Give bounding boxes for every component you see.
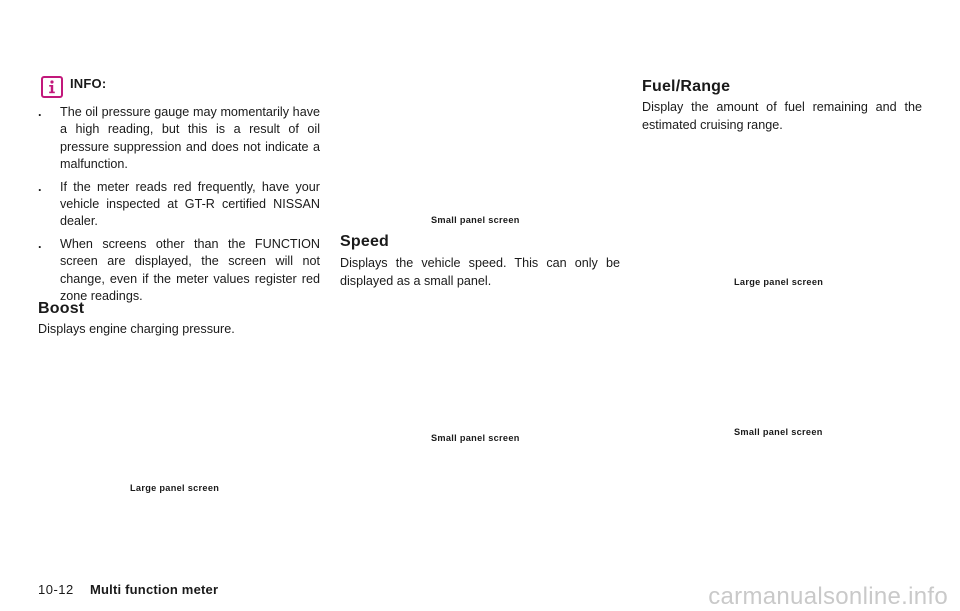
page-number: 10-12 — [38, 582, 74, 597]
list-item: . The oil pressure gauge may momentarily have a high reading, but this is a result of oil pressure suppression and does not indicate a malfunction. — [38, 105, 320, 172]
speed-small-panel-caption: Small panel screen — [431, 433, 520, 443]
fuel-range-heading: Fuel/Range — [642, 78, 731, 95]
info-icon — [41, 76, 63, 98]
boost-heading: Boost — [38, 300, 85, 317]
fuel-range-small-panel-caption: Small panel screen — [734, 427, 823, 437]
list-item: . When screens other than the FUNCTION screen are displayed, the screen will not change, even if the meter values register red zone readings. — [38, 236, 320, 304]
info-header — [41, 72, 106, 94]
fuel-range-large-panel-caption: Large panel screen — [734, 277, 824, 287]
info-bullet-list — [38, 104, 320, 310]
boost-large-panel-caption: Large panel screen — [130, 483, 220, 493]
list-item: . If the meter reads red frequently, have your vehicle inspected at GT-R certified NISSAN dealer. — [38, 179, 320, 229]
speed-heading: Speed — [340, 233, 390, 250]
info-title: INFO: — [70, 75, 107, 91]
boost-description: Displays engine charging pressure. — [38, 322, 235, 336]
section-title: Multi function meter — [90, 582, 219, 597]
watermark-text: carmanualsonline.info — [708, 583, 948, 610]
speed-description: Displays the vehicle speed. This can only be displayed as a small panel. — [340, 256, 620, 288]
speed-top-caption: Small panel screen — [431, 215, 520, 225]
fuel-range-description: Display the amount of fuel remaining and the estimated cruising range. — [642, 100, 922, 132]
